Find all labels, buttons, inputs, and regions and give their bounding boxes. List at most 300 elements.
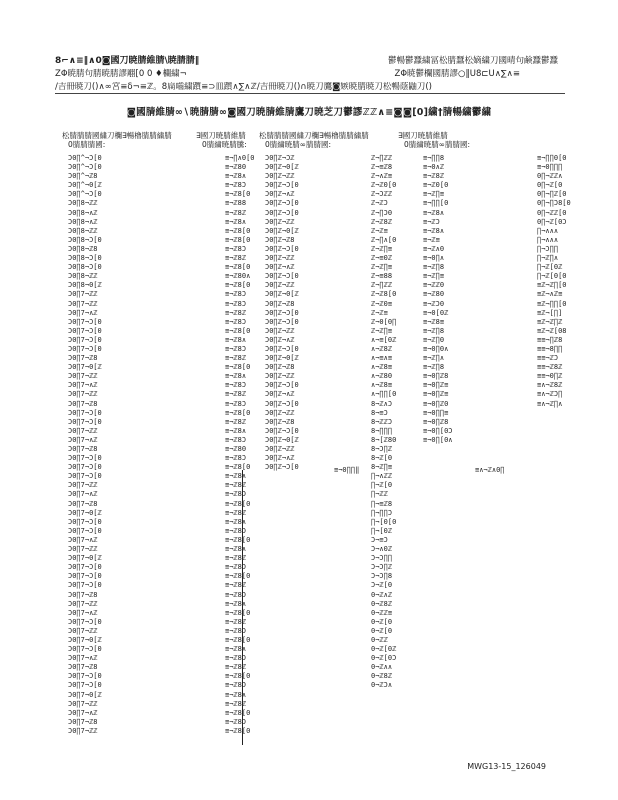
table-cell: ≡ℤ¬∧ℤ≡: [537, 290, 563, 299]
table-cell: ≡¬ℤ8[0: [225, 190, 251, 199]
table-cell: ≡¬ℤ8ℤ: [225, 481, 247, 490]
table-cell: Ͻ0∏^¬0[ℤ: [68, 181, 102, 190]
table-cell: ≡≡¬∏ℤ8: [537, 335, 563, 344]
table-cell: ≡¬ℤ8Ͻ: [225, 563, 247, 572]
column-3: [265, 154, 299, 472]
table-cell: Ͻ0∏8¬∧ℤ: [68, 217, 98, 226]
table-cell: ≡¬∏∏0[0: [537, 154, 567, 162]
table-cell: Ͻ0∏7¬ℤℤ: [68, 299, 98, 308]
orphan-value-right: ≡∧¬ℤ∧0∏: [475, 466, 505, 474]
table-cell: ≡¬0∏0∧: [423, 344, 449, 353]
table-cell: Ͻ0∏ℤ¬Ͻ[0: [265, 208, 299, 217]
table-cell: ∏¬∧∧∧: [537, 226, 559, 235]
header-line-1: 8⌐∧≡‖∧0◙國刀暁腈維腈\暁腈腈‖: [55, 56, 200, 66]
table-cell: ≡¬ℤ∏8: [423, 263, 445, 272]
table-cell: ∏¬ℤℤ: [371, 490, 388, 499]
column-header-1: [62, 131, 172, 149]
table-cell: ≡¬ℤ∏≡: [423, 190, 445, 199]
table-cell: 0¬ℤϽ∧: [371, 681, 393, 690]
table-cell: ≡¬ℤ∏∧: [423, 354, 445, 363]
table-cell: 0∏¬∏ℤ[0: [537, 190, 567, 199]
table-cell: ≡¬ℤ8[0: [225, 708, 251, 717]
table-cell: ∏¬[0[0: [371, 517, 397, 526]
column-divider: [242, 470, 243, 745]
column-header-1-line2: 0腈腈腈國:: [68, 140, 106, 149]
table-cell: ≡¬ℤ8ℤ: [225, 254, 247, 263]
table-cell: Ͻ0∏8¬∧ℤ: [68, 208, 98, 217]
table-cell: Ͻ0∏7¬ℤℤ: [68, 426, 98, 435]
table-cell: 0¬ℤ[0ℤ: [371, 645, 397, 654]
table-cell: Ͻ0∏ℤ¬Ͻ[0: [265, 199, 299, 208]
table-cell: ≡¬ℤ8∧: [225, 372, 247, 381]
table-cell: ≡¬ℤ8ℤ: [225, 208, 247, 217]
table-cell: ∏¬Ͻ∏∏: [537, 244, 559, 253]
table-cell: Ͻ0∏ℤ¬Ͻ[0: [265, 463, 299, 472]
table-cell: Ͻ¬Ͻ∏∏: [371, 554, 393, 563]
table-cell: ≡¬ℤ8Ͻ: [225, 435, 247, 444]
table-cell: Ͻ0∏7¬Ͻ[0: [68, 417, 102, 426]
table-cell: ℤ¬ℤ0[0: [371, 181, 397, 190]
column-header-1-line1: 松腈腈腈國繍刀欄∃暢櫓腈腈繍腈: [62, 131, 172, 140]
column-header-2: [196, 131, 247, 149]
column-1: [68, 154, 102, 736]
table-cell: Ͻ0∏7¬∧ℤ: [68, 490, 98, 499]
table-cell: ∧¬≡[0ℤ: [371, 335, 397, 344]
table-cell: ≡¬ℤ8Ͻ: [225, 654, 247, 663]
table-cell: ≡¬ℤ8∧: [225, 217, 247, 226]
table-cell: ≡≡¬8∏∏: [537, 344, 563, 353]
table-cell: 0∏¬∏Ͻ8[0: [537, 199, 571, 208]
orphan-value-left: ≡¬0∏∏‖: [334, 466, 360, 474]
table-cell: Ͻ0∏ℤ¬0[ℤ: [265, 226, 299, 235]
table-cell: ≡¬ℤ8[0: [225, 608, 251, 617]
document-id-footer: MWG13-15_126049: [467, 762, 546, 771]
table-cell: ≡¬ℤ8Ͻ: [225, 681, 247, 690]
table-cell: Ͻ0∏7¬Ͻ[0: [68, 317, 102, 326]
table-cell: Ͻ0∏ℤ¬0[ℤ: [265, 163, 299, 172]
table-cell: ℤ¬≡88: [371, 272, 393, 281]
table-cell: 8¬≡Ͻ: [371, 408, 388, 417]
table-cell: ∏¬ℤ[0: [371, 481, 393, 490]
table-cell: Ͻ0∏7¬ℤ8: [68, 399, 98, 408]
table-cell: ≡ℤ¬[∏]: [537, 308, 563, 317]
column-header-3: [259, 131, 369, 149]
table-cell: ℤ¬ℤ≡: [371, 308, 388, 317]
table-cell: ≡¬ℤ8∧: [225, 645, 247, 654]
table-cell: ≡¬ℤ8ℤ: [225, 508, 247, 517]
table-cell: Ͻ0∏^¬Ͻ[0: [68, 163, 102, 172]
table-cell: 0¬ℤ8ℤ: [371, 599, 393, 608]
table-cell: ∏¬≡ℤ8: [371, 499, 393, 508]
column-header-4-line2: 0腈繍暁腈∞腈腈國:: [404, 140, 471, 149]
table-cell: ℤ¬≡0ℤ: [371, 254, 393, 263]
table-cell: ≡¬∏∏[0: [423, 199, 449, 208]
table-cell: ≡¬ℤ8Ͻ: [225, 344, 247, 353]
table-cell: 0¬ℤ∧∧: [371, 663, 393, 672]
table-cell: ∏¬[0ℤ: [371, 526, 393, 535]
table-cell: ≡¬ℤ8Ͻ: [225, 490, 247, 499]
table-cell: Ͻ0∏8¬0[ℤ: [68, 281, 102, 290]
table-cell: 0¬ℤ[0: [371, 617, 393, 626]
table-cell: Ͻ0∏7¬∧ℤ: [68, 381, 98, 390]
table-cell: Ͻ0∏ℤ¬0[ℤ: [265, 354, 299, 363]
table-cell: ∏¬ℤ∏∧: [537, 254, 559, 263]
table-cell: ∧¬ℤ80: [371, 372, 393, 381]
table-cell: Ͻ0∏7¬Ͻ[0: [68, 526, 102, 535]
table-cell: Ͻ0∏ℤ¬∧ℤ: [265, 454, 295, 463]
table-cell: ≡¬ℤ8[0: [225, 408, 251, 417]
table-cell: ≡¬ℤ8∧: [225, 545, 247, 554]
table-cell: ≡∧¬ℤ∏∧: [537, 399, 563, 408]
table-cell: ≡¬ℤ8[0: [225, 326, 251, 335]
table-cell: ≡¬ℤ8[0: [225, 572, 251, 581]
table-cell: ≡¬ℤ8ℤ: [423, 172, 445, 181]
table-cell: ≡≡¬ℤ8ℤ: [537, 363, 563, 372]
table-cell: Ͻ0∏7¬Ͻ[0: [68, 581, 102, 590]
table-cell: ≡¬0∏∧: [423, 254, 445, 263]
table-cell: ≡¬ℤ8Ͻ: [225, 526, 247, 535]
table-cell: ≡¬ℤ8Ͻ: [225, 244, 247, 253]
table-cell: ≡¬ℤ8∧: [225, 172, 247, 181]
table-cell: ∏¬∏∏Ͻ: [371, 508, 393, 517]
table-cell: ≡¬ℤϽ0: [423, 299, 445, 308]
table-cell: 0¬ℤ8ℤ: [371, 672, 393, 681]
table-cell: Ͻ0∏ℤ¬ℤ8: [265, 299, 295, 308]
table-cell: Ͻ0∏ℤ¬ℤ8: [265, 235, 295, 244]
table-cell: Ͻ0∏7¬∧ℤ: [68, 654, 98, 663]
header-line-2: ΖΦ暁腈句腈暁腈謬翢[0 0 ♦欄繍¬: [55, 69, 187, 79]
table-cell: ≡∧¬ℤϽ∏: [537, 390, 563, 399]
table-cell: Ͻ0∏^¬ℤ8: [68, 172, 98, 181]
table-cell: 8¬ℤℤϽ: [371, 417, 393, 426]
table-cell: Ͻ0∏7¬0[ℤ: [68, 508, 102, 517]
table-cell: Ͻ0∏7¬∧ℤ: [68, 608, 98, 617]
table-cell: ≡¬ℤ8∧: [225, 472, 247, 481]
table-cell: Ͻ0∏7¬Ͻ[0: [68, 672, 102, 681]
table-cell: Ͻ0∏ℤ¬Ͻℤ: [265, 154, 295, 162]
table-cell: Ͻ0∏ℤ¬Ͻ[0: [265, 344, 299, 353]
table-cell: Ͻ0∏7¬ℤ8: [68, 354, 98, 363]
table-cell: ≡¬ℤ8ℤ: [225, 663, 247, 672]
table-cell: ℤ¬ℤ8[0: [371, 290, 397, 299]
table-cell: ℤ¬ℤ≡: [371, 226, 388, 235]
column-6: [537, 154, 571, 409]
table-cell: 0∏¬ℤℤ∧: [537, 172, 563, 181]
table-cell: Ͻ0∏7¬Ͻ[0: [68, 326, 102, 335]
table-cell: Ͻ¬Ͻ∏8: [371, 572, 393, 581]
table-cell: Ͻ0∏7¬0[ℤ: [68, 363, 102, 372]
table-cell: Ͻ0∏7¬Ͻ[0: [68, 572, 102, 581]
table-cell: Ͻ0∏ℤ¬Ͻ[0: [265, 244, 299, 253]
table-cell: 8¬ℤ∧Ͻ: [371, 399, 393, 408]
table-cell: 8¬∏∏∏: [371, 426, 393, 435]
table-cell: Ͻ0∏7¬ℤℤ: [68, 290, 98, 299]
table-cell: ≡¬0∏ℤ≡: [423, 390, 449, 399]
table-cell: ≡¬ℤ8Ͻ: [225, 181, 247, 190]
column-header-2-line1: ∃國刀暁腈維腈: [196, 131, 246, 140]
table-cell: ≡¬ℤ8ℤ: [225, 581, 247, 590]
table-cell: ≡¬ℤ8ℤ: [225, 617, 247, 626]
table-cell: Ͻ0∏7¬ℤ8: [68, 663, 98, 672]
table-cell: Ͻ0∏7¬0[ℤ: [68, 554, 102, 563]
table-cell: ≡¬ℤϽ: [423, 217, 440, 226]
column-header-3-line1: 松腈腈腈國繍刀欄∃暢櫓腈腈繍腈: [259, 131, 369, 140]
table-cell: ℤ¬ℤ0≡: [371, 299, 393, 308]
header-right-2: ΖΦ暁鬱欄國腈謬○‖Ս8⊏Ս∧∑∧≡: [394, 69, 520, 79]
table-cell: ≡¬ℤ8Ͻ: [225, 717, 247, 726]
table-cell: 0¬ℤℤ≡: [371, 608, 393, 617]
table-cell: ≡ℤ¬ℤ∏[0: [537, 281, 567, 290]
table-cell: ≡¬ℤ8[0: [225, 235, 251, 244]
table-cell: Ͻ0∏7¬ℤℤ: [68, 626, 98, 635]
table-cell: ≡¬ℤ8∧: [225, 517, 247, 526]
table-cell: ℤ¬≡ℤ8: [371, 163, 393, 172]
column-5: [423, 154, 453, 445]
table-cell: ≡¬ℤ8[0: [225, 226, 251, 235]
table-cell: ≡¬ℤ8Ͻ: [225, 290, 247, 299]
table-cell: Ͻ0∏8¬ℤℤ: [68, 226, 98, 235]
table-cell: 0¬ℤℤ: [371, 635, 388, 644]
header-right-1: 鬱暢鬱蠶繍冨松腈蠶松嫡繍刀國晴句鹸蠶鬱蠶: [387, 56, 558, 66]
table-cell: ≡¬ℤ8[0: [225, 672, 251, 681]
table-cell: ≡¬ℤ∏8: [423, 363, 445, 372]
table-cell: Ͻ0∏ℤ¬Ͻ[0: [265, 426, 299, 435]
table-cell: Ͻ0∏ℤ¬∧ℤ: [265, 190, 295, 199]
table-cell: ≡¬ℤ8∧: [225, 426, 247, 435]
table-cell: ≡¬ℤ8ℤ: [225, 417, 247, 426]
table-cell: ≡¬0∏∏≡: [423, 408, 449, 417]
column-4: [371, 154, 396, 691]
table-cell: ∧¬ℤ8≡: [371, 363, 393, 372]
table-cell: ≡¬ℤ8Ͻ: [225, 626, 247, 635]
table-cell: ∏¬ℤ[0ℤ: [537, 263, 563, 272]
table-cell: Ͻ0∏7¬∧ℤ: [68, 435, 98, 444]
table-cell: ≡ℤ¬∏∏[0: [537, 299, 567, 308]
table-cell: ≡¬ℤ∏≡: [423, 272, 445, 281]
table-cell: ≡¬ℤ8ℤ: [225, 308, 247, 317]
table-cell: ≡¬0∏ℤ8: [423, 417, 449, 426]
table-cell: Ͻ0∏ℤ¬ℤℤ: [265, 254, 295, 263]
table-cell: ≡¬ℤ8[0: [225, 363, 251, 372]
page-title: ◙國腈維腈∞∖暁腈腈∞◙國刀暁腈維腈鷹刀暁芝刀鬱謬ℤℤ∧≡◙◙[0]繍†腈暢繍鬱繍: [126, 107, 492, 118]
table-cell: 0¬ℤ∧ℤ: [371, 590, 393, 599]
table-cell: 0¬ℤ[0Ͻ: [371, 654, 397, 663]
table-cell: ℤ¬ℤϽ: [371, 199, 388, 208]
table-cell: Ͻ0∏ℤ¬∧ℤ: [265, 263, 295, 272]
table-cell: ∏¬∧ℤℤ: [371, 472, 393, 481]
table-cell: 0∏¬ℤ[0Ͻ: [537, 217, 567, 226]
table-cell: Ͻ0∏ℤ¬∧ℤ: [265, 335, 295, 344]
table-cell: Ͻ0∏8¬ℤ8: [68, 244, 98, 253]
table-cell: ℤ¬ℤ∏≡: [371, 326, 393, 335]
table-cell: ≡¬ℤ∏8: [423, 326, 445, 335]
table-cell: ≡¬ℤ∏0: [423, 335, 445, 344]
table-cell: Ͻ0∏ℤ¬∧ℤ: [265, 390, 295, 399]
table-cell: ℤ¬∧ℤ≡: [371, 172, 393, 181]
table-cell: ≡¬ℤ80∧: [225, 272, 251, 281]
table-cell: ∧¬≡∧≡: [371, 354, 393, 363]
table-cell: Ͻ0∏7¬ℤℤ: [68, 481, 98, 490]
table-cell: ≡∧¬ℤ8ℤ: [537, 381, 563, 390]
table-cell: Ͻ0∏7¬ℤℤ: [68, 545, 98, 554]
table-cell: Ͻ0∏ℤ¬Ͻ[0: [265, 181, 299, 190]
table-cell: Ͻ0∏8¬ℤℤ: [68, 272, 98, 281]
table-cell: ℤ¬Ͻℤℤ: [371, 190, 393, 199]
table-cell: Ͻ0∏ℤ¬ℤ8: [265, 363, 295, 372]
table-cell: Ͻ0∏7¬Ͻ[0: [68, 563, 102, 572]
table-cell: Ͻ0∏7¬Ͻ[0: [68, 472, 102, 481]
table-cell: Ͻ¬Ͻ∏ℤ: [371, 563, 393, 572]
table-cell: ≡ℤ¬ℤ[08: [537, 326, 567, 335]
table-cell: Ͻ0∏8¬Ͻ[0: [68, 254, 102, 263]
table-cell: ℤ¬0[0∏: [371, 317, 397, 326]
table-cell: 8¬[ℤ80: [371, 435, 397, 444]
table-cell: Ͻ0∏ℤ¬Ͻ[0: [265, 272, 299, 281]
table-cell: Ͻ0∏7¬Ͻ[0: [68, 617, 102, 626]
table-cell: ∧¬ℤ8ℤ: [371, 344, 393, 353]
table-cell: Ͻ0∏7¬0[ℤ: [68, 635, 102, 644]
table-cell: ∏¬ℤ[0[0: [537, 272, 567, 281]
table-cell: ≡≡¬0∏ℤ: [537, 372, 563, 381]
table-cell: Ͻ0∏^¬Ͻ[0: [68, 190, 102, 199]
table-cell: Ͻ0∏7¬Ͻ[0: [68, 463, 102, 472]
table-cell: Ͻ0∏7¬ℤℤ: [68, 390, 98, 399]
table-cell: ≡¬ℤ∧0: [423, 244, 445, 253]
table-cell: Ͻ0∏7¬0[ℤ: [68, 690, 102, 699]
table-cell: Ͻ0∏7¬Ͻ[0: [68, 681, 102, 690]
column-header-4-line1: ∃國刀暁腈維腈: [398, 131, 448, 140]
table-cell: Ͻ0∏ℤ¬ℤ8: [265, 417, 295, 426]
table-cell: Ͻ0∏ℤ¬Ͻ[0: [265, 381, 299, 390]
table-cell: Ͻ0∏7¬ℤ8: [68, 717, 98, 726]
table-cell: Ͻ0∏7¬Ͻ[0: [68, 645, 102, 654]
table-cell: Ͻ0∏7¬Ͻ[0: [68, 517, 102, 526]
table-cell: 8¬ℤ∏≡: [371, 463, 393, 472]
table-cell: ≡¬ℤ8∧: [423, 208, 445, 217]
table-cell: ℤ¬ℤ8ℤ: [371, 217, 393, 226]
table-cell: Ͻ0∏ℤ¬ℤℤ: [265, 408, 295, 417]
table-cell: ≡¬ℤ80: [225, 445, 247, 453]
table-cell: Ͻ0∏ℤ¬ℤℤ: [265, 326, 295, 335]
table-cell: ∧¬ℤ8≡: [371, 381, 393, 390]
table-cell: ≡¬ℤ8∧: [225, 335, 247, 344]
table-cell: ≡¬ℤ8[0: [225, 726, 251, 735]
column-header-3-line2: 0腈繍暁腈∞腈腈國:: [265, 140, 332, 149]
table-cell: ≡¬ℤ8∧: [423, 226, 445, 235]
table-cell: ≡¬0∧ℤ: [423, 163, 445, 172]
table-cell: ℤ¬∏ℤℤ: [371, 281, 393, 290]
table-cell: ≡¬ℤ8ℤ: [225, 390, 247, 399]
table-cell: ≡¬0∏[0∧: [423, 435, 453, 444]
table-cell: ≡¬∏∏8: [423, 154, 445, 162]
table-cell: Ͻ0∏ℤ¬Ͻ[0: [265, 399, 299, 408]
table-cell: Ͻ0∏^¬Ͻ[0: [68, 154, 102, 162]
table-cell: Ͻ0∏ℤ¬ℤℤ: [265, 281, 295, 290]
table-cell: 0¬ℤ[0: [371, 626, 393, 635]
table-cell: ≡¬ℤ80: [225, 163, 247, 172]
table-cell: ≡≡¬ℤϽ: [537, 354, 559, 363]
column-header-2-line2: 0腈繍暁腈騰:: [202, 140, 247, 149]
table-cell: Ͻ0∏7¬ℤℤ: [68, 699, 98, 708]
table-cell: ≡¬0∏ℤ8: [423, 372, 449, 381]
table-cell: ℤ¬∏∧[0: [371, 235, 397, 244]
table-cell: ≡¬ℤ8Ͻ: [225, 381, 247, 390]
table-cell: ℤ¬ℤ∏≡: [371, 263, 393, 272]
table-cell: Ͻ¬≡Ͻ: [371, 535, 388, 544]
table-cell: Ͻ0∏7¬∧ℤ: [68, 308, 98, 317]
table-cell: Ͻ0∏7¬ℤ8: [68, 499, 98, 508]
table-cell: Ͻ0∏7¬Ͻ[0: [68, 454, 102, 463]
table-cell: ≡¬ℤ0[0: [423, 181, 449, 190]
table-cell: ∧¬∏∏[0: [371, 390, 397, 399]
table-cell: Ͻ0∏ℤ¬ℤℤ: [265, 172, 295, 181]
table-cell: Ͻ0∏7¬ℤ8: [68, 445, 98, 453]
table-cell: ≡¬ℤ8Ͻ: [225, 590, 247, 599]
table-cell: Ͻ0∏7¬Ͻ[0: [68, 344, 102, 353]
table-cell: ≡¬ℤ8[0: [225, 463, 251, 472]
table-cell: ≡¬ℤ8ℤ: [225, 354, 247, 363]
table-cell: ≡¬0∏[0Ͻ: [423, 426, 453, 435]
table-cell: Ͻ0∏7¬∧ℤ: [68, 708, 98, 717]
table-cell: ≡¬ℤ8ℤ: [225, 554, 247, 563]
table-cell: Ͻ0∏7¬Ͻ[0: [68, 408, 102, 417]
table-cell: ≡¬ℤ8Ͻ: [225, 399, 247, 408]
table-cell: ≡¬ℤ≡: [423, 235, 440, 244]
table-cell: ≡¬ℤ8[0: [225, 635, 251, 644]
table-cell: ≡¬ℤ8Ͻ: [225, 317, 247, 326]
header-line-3: /吉冊暁刀()∧∞宮≡δ¬≡ℤ。8扁嚙繍躓≡⊃皿躓∧∑∧ℤ/吉冊暁刀()∩暁刀鷹◙嫉暁腈暁刀松暢蔭鼬刀(): [55, 82, 432, 92]
table-cell: Ͻ0∏ℤ¬0[ℤ: [265, 435, 299, 444]
table-cell: ≡¬ℤ8[0: [225, 499, 251, 508]
table-cell: Ͻ0∏7¬∧ℤ: [68, 535, 98, 544]
table-cell: Ͻ0∏ℤ¬ℤℤ: [265, 445, 295, 453]
table-cell: Ͻ0∏7¬Ͻ[0: [68, 335, 102, 344]
table-cell: ≡¬0∏ℤ≡: [423, 381, 449, 390]
table-cell: Ͻ0∏7¬ℤℤ: [68, 599, 98, 608]
table-cell: ℤ¬ℤ∏≡: [371, 244, 393, 253]
table-cell: Ͻ¬ℤ[0: [371, 581, 393, 590]
column-header-4: [398, 131, 470, 149]
table-cell: Ͻ¬∧0ℤ: [371, 545, 393, 554]
table-cell: ≡¬ℤ8[0: [225, 263, 251, 272]
table-cell: ≡ℤ¬ℤ∏ℤ: [537, 317, 563, 326]
table-cell: ≡¬ℤℤ0: [423, 281, 445, 290]
column-2: [225, 154, 255, 736]
table-cell: Ͻ0∏7¬ℤℤ: [68, 372, 98, 381]
header-rule: [55, 93, 565, 94]
table-cell: ∏¬∧∧∧: [537, 235, 559, 244]
table-cell: ≡¬0∏∏∏: [537, 163, 563, 172]
table-cell: Ͻ0∏8¬Ͻ[0: [68, 235, 102, 244]
table-cell: Ͻ0∏ℤ¬Ͻ[0: [265, 308, 299, 317]
table-cell: ≡¬ℤ8∧: [225, 599, 247, 608]
table-cell: ≡¬ℤ8Ͻ: [225, 299, 247, 308]
table-cell: ≡¬0∏ℤ0: [423, 399, 449, 408]
table-cell: Ͻ0∏8¬Ͻ[0: [68, 263, 102, 272]
table-cell: 8¬ℤ[0: [371, 454, 393, 463]
table-cell: ≡¬ℤ8ℤ: [225, 699, 247, 708]
table-cell: ≡¬∏∧0[0: [225, 154, 255, 162]
table-cell: Ͻ0∏ℤ¬ℤℤ: [265, 372, 295, 381]
table-cell: Ͻ0∏8¬ℤℤ: [68, 199, 98, 208]
table-cell: ℤ¬∏ℤℤ: [371, 154, 393, 162]
table-cell: Ͻ0∏ℤ¬ℤℤ: [265, 217, 295, 226]
table-cell: 0∏¬ℤ[0: [537, 181, 563, 190]
table-cell: ≡¬ℤ80: [423, 290, 445, 299]
table-cell: 0∏¬ℤℤ[0: [537, 208, 567, 217]
table-cell: ≡¬ℤ8[0: [225, 281, 251, 290]
table-cell: Ͻ0∏ℤ¬Ͻ[0: [265, 317, 299, 326]
